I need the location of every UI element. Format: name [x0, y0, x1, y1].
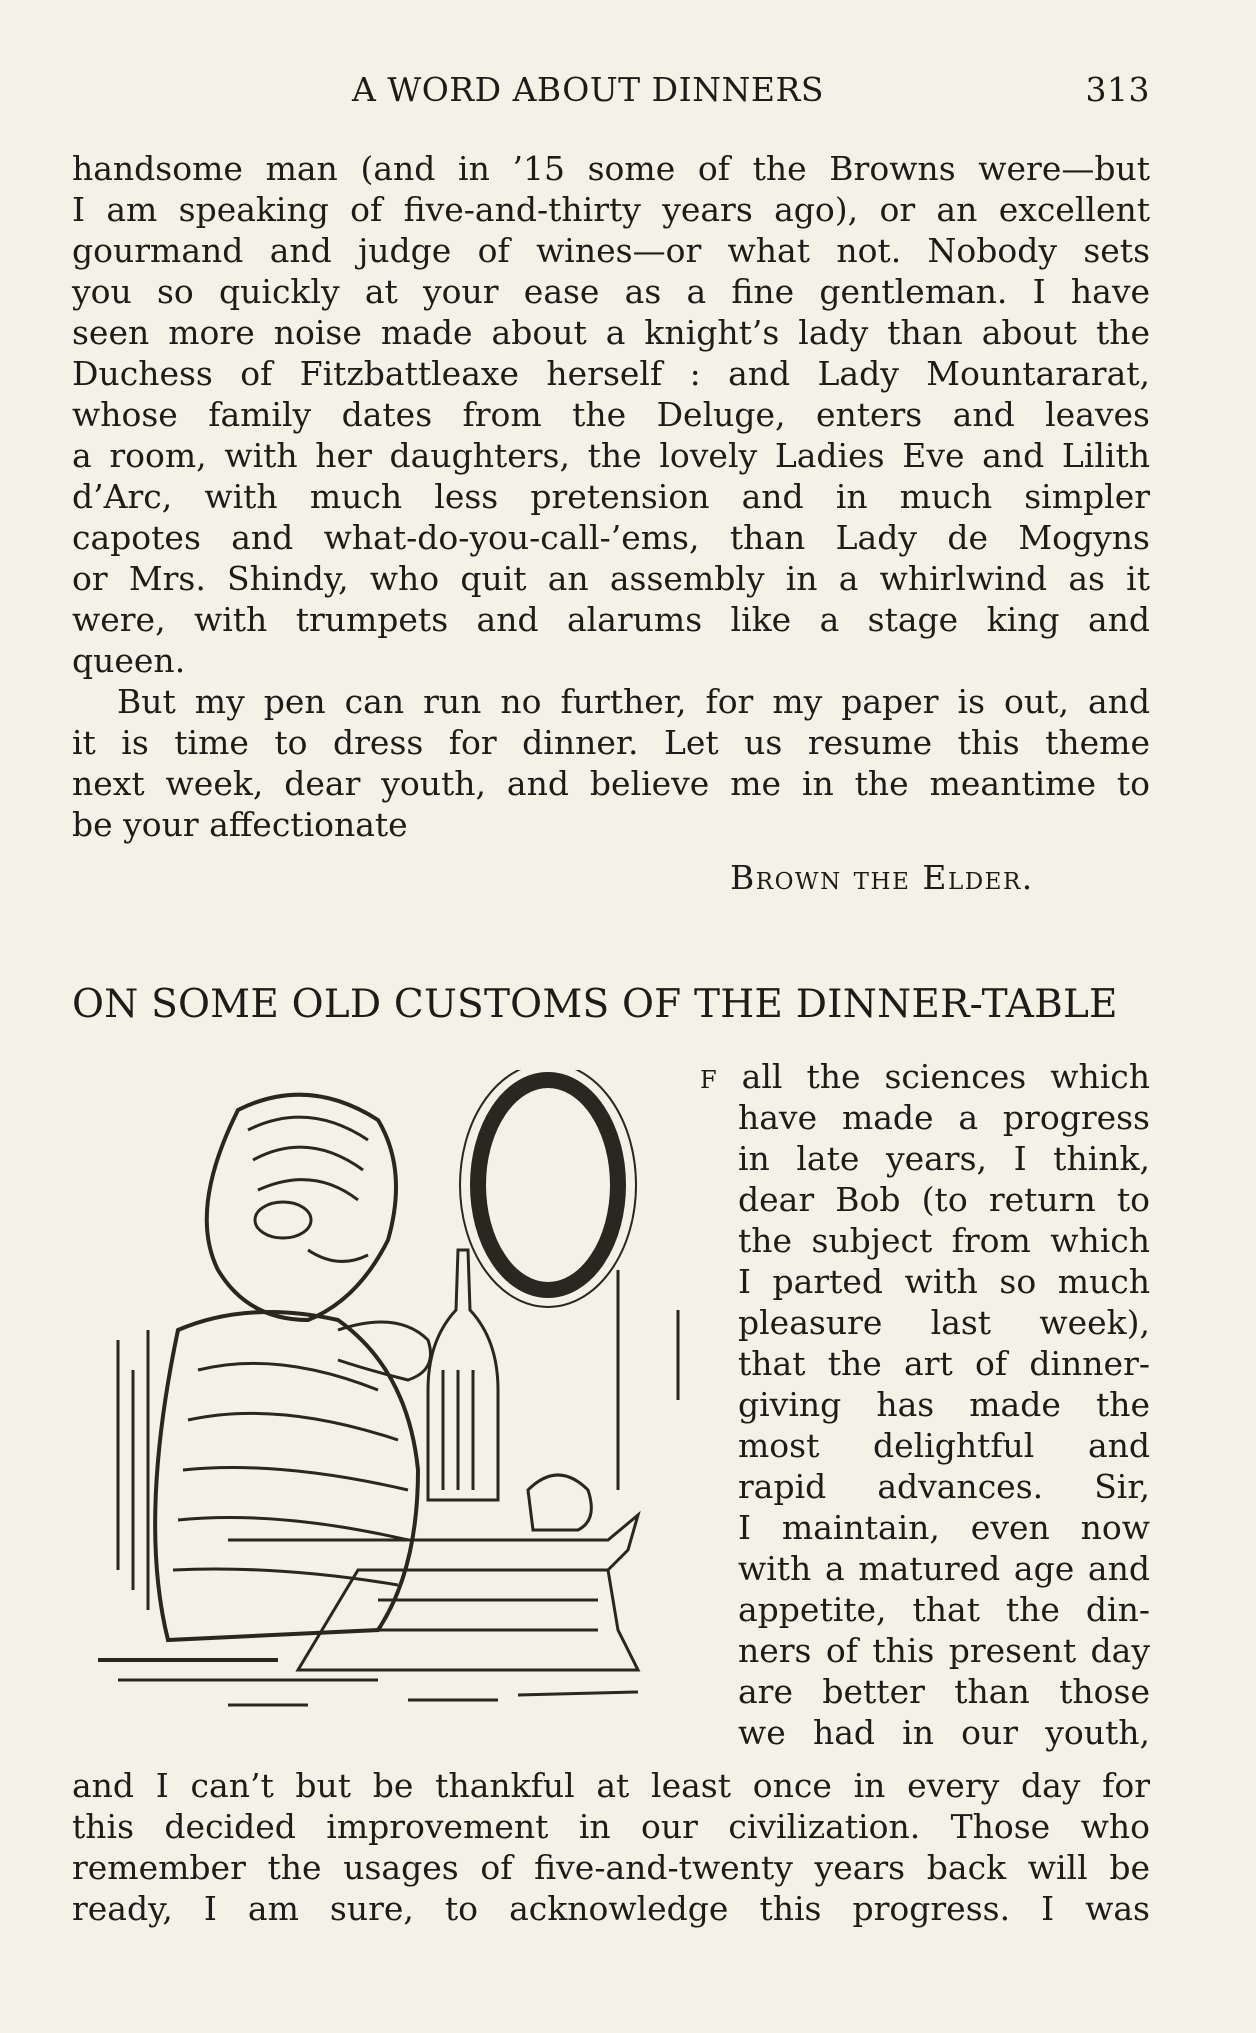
text-line: seen more noise made about a knight’s lady than about the [72, 313, 1150, 352]
text-line: appetite, that the din- [738, 1590, 1150, 1629]
text-line: giving has made the [738, 1385, 1150, 1424]
running-title: A WORD ABOUT DINNERS [352, 70, 824, 109]
text-line: it is time to dress for dinner. Let us resume this theme [72, 723, 1150, 762]
drop-cap-tail: F [700, 1066, 718, 1094]
text-line: pleasure last week), [738, 1303, 1150, 1342]
text-line [700, 1056, 1150, 1098]
text-line: with a matured age and [738, 1549, 1150, 1588]
drop-cap-illustration [78, 1070, 698, 1750]
text-line: ners of this present day [738, 1631, 1150, 1670]
text-line: rapid advances. Sir, [738, 1467, 1150, 1506]
text-line: in late years, I think, [738, 1139, 1150, 1178]
page-number: 313 [1085, 70, 1150, 109]
text-line: handsome man (and in ’15 some of the Browns were—but [72, 149, 1150, 188]
text-line: you so quickly at your ease as a fine gentleman. I have [72, 272, 1150, 311]
text-line: capotes and what-do-you-call-’ems, than Lady de Mogyns [72, 518, 1150, 557]
text-line: most delightful and [738, 1426, 1150, 1465]
text-line: this decided improvement in our civilization. Those who [72, 1807, 1150, 1846]
text-line: or Mrs. Shindy, who quit an assembly in a whirlwind as it [72, 559, 1150, 598]
text-line: be your affectionate [72, 805, 408, 844]
text-line: are better than those [738, 1672, 1150, 1711]
text-line: I am speaking of five-and-thirty years ago), or an excellent [72, 190, 1150, 229]
text-line: remember the usages of five-and-twenty years back will be [72, 1848, 1150, 1887]
text-line: I maintain, even now [738, 1508, 1150, 1547]
running-head [72, 70, 1150, 112]
drop-cap-letter-shape [478, 1080, 618, 1290]
text-line: But my pen can run no further, for my paper is out, and [117, 682, 1150, 721]
drop-cap-line-text: all the sciences which [741, 1057, 1150, 1096]
text-line: the subject from which [738, 1221, 1150, 1260]
text-line: were, with trumpets and alarums like a stage king and [72, 600, 1150, 639]
signature: Brown the Elder. [730, 858, 1034, 897]
text-line: have made a progress [738, 1098, 1150, 1137]
text-line: next week, dear youth, and believe me in the meantime to [72, 764, 1150, 803]
text-line: a room, with her daughters, the lovely Ladies Eve and Lilith [72, 436, 1150, 475]
text-line: whose family dates from the Deluge, enters and leaves [72, 395, 1150, 434]
text-line: I parted with so much [738, 1262, 1150, 1301]
text-line: gourmand and judge of wines—or what not. Nobody sets [72, 231, 1150, 270]
section-title: ON SOME OLD CUSTOMS OF THE DINNER-TABLE [72, 982, 1118, 1027]
text-line: Duchess of Fitzbattleaxe herself : and Lady Mountararat, [72, 354, 1150, 393]
text-line: dear Bob (to return to [738, 1180, 1150, 1219]
text-line: that the art of dinner- [738, 1344, 1150, 1383]
text-line: queen. [72, 641, 186, 680]
text-line: d’Arc, with much less pretension and in much simpler [72, 477, 1150, 516]
text-line: ready, I am sure, to acknowledge this progress. I was [72, 1889, 1150, 1928]
text-line: we had in our youth, [738, 1713, 1150, 1752]
text-line: and I can’t but be thankful at least once in every day for [72, 1766, 1150, 1805]
